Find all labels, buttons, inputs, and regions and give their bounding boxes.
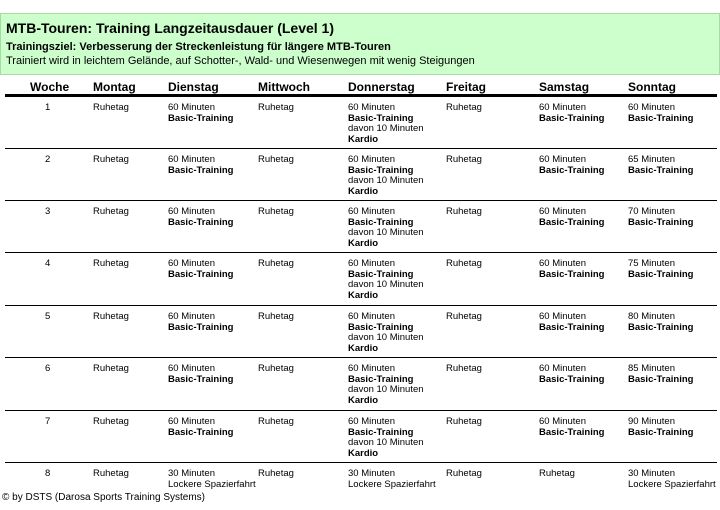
cell-line: Basic-Training bbox=[348, 373, 414, 385]
cell-mittwoch: Ruhetag bbox=[258, 363, 294, 374]
cell-sonntag bbox=[628, 417, 693, 438]
cell-sonntag bbox=[628, 364, 693, 385]
cell-line: davon 10 Minuten bbox=[348, 279, 424, 290]
cell-woche: 4 bbox=[45, 258, 51, 269]
col-header-samstag: Samstag bbox=[539, 80, 590, 94]
cell-line: 80 Minuten bbox=[628, 311, 676, 322]
cell-line: 60 Minuten bbox=[348, 102, 396, 113]
cell-line: Basic-Training bbox=[628, 268, 694, 280]
cell-samstag bbox=[539, 155, 604, 176]
cell-line: Basic-Training bbox=[539, 268, 605, 280]
cell-line: 60 Minuten bbox=[539, 154, 587, 165]
cell-line: 60 Minuten bbox=[168, 206, 216, 217]
cell-freitag: Ruhetag bbox=[446, 363, 482, 374]
cell-donnerstag bbox=[348, 155, 424, 197]
cell-mittwoch: Ruhetag bbox=[258, 468, 294, 479]
cell-freitag: Ruhetag bbox=[446, 311, 482, 322]
cell-samstag bbox=[539, 207, 604, 228]
cell-sonntag bbox=[628, 207, 693, 228]
cell-line: Basic-Training bbox=[348, 321, 414, 333]
table-row bbox=[5, 305, 717, 358]
cell-line: 90 Minuten bbox=[628, 416, 676, 427]
cell-line: Basic-Training bbox=[168, 268, 234, 280]
cell-line: 60 Minuten bbox=[539, 416, 587, 427]
cell-line: davon 10 Minuten bbox=[348, 123, 424, 134]
cell-donnerstag bbox=[348, 312, 424, 354]
cell-line: Basic-Training bbox=[539, 164, 605, 176]
cell-line: Kardio bbox=[348, 447, 379, 459]
cell-line: davon 10 Minuten bbox=[348, 437, 424, 448]
cell-freitag: Ruhetag bbox=[446, 206, 482, 217]
cell-dienstag bbox=[168, 312, 233, 333]
col-header-freitag: Freitag bbox=[446, 80, 487, 94]
cell-mittwoch: Ruhetag bbox=[258, 416, 294, 427]
table-row bbox=[5, 252, 717, 306]
cell-line: Basic-Training bbox=[628, 373, 694, 385]
cell-line: 60 Minuten bbox=[539, 206, 587, 217]
cell-line: Kardio bbox=[348, 133, 379, 145]
cell-woche: 6 bbox=[45, 363, 51, 374]
cell-woche: 1 bbox=[45, 102, 51, 113]
cell-line: 60 Minuten bbox=[628, 102, 676, 113]
cell-samstag bbox=[539, 417, 604, 438]
table-row bbox=[5, 410, 717, 463]
cell-line: Basic-Training bbox=[628, 216, 694, 228]
cell-donnerstag bbox=[348, 469, 436, 490]
cell-line: Basic-Training bbox=[539, 426, 605, 438]
cell-line: Basic-Training bbox=[539, 216, 605, 228]
cell-freitag: Ruhetag bbox=[446, 102, 482, 113]
cell-line: Basic-Training bbox=[168, 216, 234, 228]
copyright-footer: © by DSTS (Darosa Sports Training Systems) bbox=[2, 492, 205, 503]
cell-line: 60 Minuten bbox=[348, 258, 396, 269]
cell-line: Kardio bbox=[348, 342, 379, 354]
cell-line: Kardio bbox=[348, 237, 379, 249]
cell-sonntag bbox=[628, 312, 693, 333]
cell-woche: 7 bbox=[45, 416, 51, 427]
cell-line: Basic-Training bbox=[348, 216, 414, 228]
cell-line: Basic-Training bbox=[348, 164, 414, 176]
cell-dienstag bbox=[168, 207, 233, 228]
cell-woche: 3 bbox=[45, 206, 51, 217]
cell-dienstag bbox=[168, 417, 233, 438]
cell-dienstag bbox=[168, 364, 233, 385]
cell-line: Lockere Spazierfahrt bbox=[628, 478, 716, 490]
col-header-mittwoch: Mittwoch bbox=[258, 80, 310, 94]
cell-montag: Ruhetag bbox=[93, 258, 129, 269]
table-row bbox=[5, 96, 717, 149]
cell-line: 60 Minuten bbox=[168, 311, 216, 322]
cell-line: 60 Minuten bbox=[539, 102, 587, 113]
cell-sonntag bbox=[628, 469, 716, 490]
cell-line: Basic-Training bbox=[348, 112, 414, 124]
cell-samstag bbox=[539, 312, 604, 333]
cell-line: 60 Minuten bbox=[168, 102, 216, 113]
cell-line: 60 Minuten bbox=[348, 206, 396, 217]
cell-freitag: Ruhetag bbox=[446, 154, 482, 165]
cell-line: 60 Minuten bbox=[539, 363, 587, 374]
cell-dienstag bbox=[168, 259, 233, 280]
cell-freitag: Ruhetag bbox=[446, 468, 482, 479]
cell-line: Basic-Training bbox=[628, 321, 694, 333]
cell-line: Basic-Training bbox=[168, 426, 234, 438]
cell-line: Basic-Training bbox=[628, 426, 694, 438]
cell-line: 70 Minuten bbox=[628, 206, 676, 217]
cell-line: Kardio bbox=[348, 394, 379, 406]
cell-donnerstag bbox=[348, 207, 424, 249]
cell-line: 60 Minuten bbox=[539, 258, 587, 269]
cell-line: Basic-Training bbox=[348, 426, 414, 438]
cell-mittwoch: Ruhetag bbox=[258, 154, 294, 165]
cell-line: Basic-Training bbox=[628, 164, 694, 176]
cell-line: Basic-Training bbox=[348, 268, 414, 280]
col-header-woche: Woche bbox=[30, 80, 70, 94]
cell-line: Lockere Spazierfahrt bbox=[348, 478, 436, 490]
cell-dienstag bbox=[168, 469, 256, 490]
cell-montag: Ruhetag bbox=[93, 416, 129, 427]
col-header-dienstag: Dienstag bbox=[168, 80, 219, 94]
cell-line: Basic-Training bbox=[539, 373, 605, 385]
cell-samstag bbox=[539, 259, 604, 280]
cell-woche: 5 bbox=[45, 311, 51, 322]
cell-line: 65 Minuten bbox=[628, 154, 676, 165]
cell-line: 60 Minuten bbox=[348, 363, 396, 374]
cell-line: 30 Minuten bbox=[348, 468, 396, 479]
cell-line: Basic-Training bbox=[539, 112, 605, 124]
cell-line: 30 Minuten bbox=[168, 468, 216, 479]
cell-sonntag bbox=[628, 155, 693, 176]
col-header-donnerstag: Donnerstag bbox=[348, 80, 415, 94]
cell-montag: Ruhetag bbox=[93, 311, 129, 322]
cell-mittwoch: Ruhetag bbox=[258, 102, 294, 113]
table-row bbox=[5, 462, 717, 491]
col-header-sonntag: Sonntag bbox=[628, 80, 676, 94]
cell-montag: Ruhetag bbox=[93, 102, 129, 113]
cell-montag: Ruhetag bbox=[93, 363, 129, 374]
cell-line: 60 Minuten bbox=[168, 154, 216, 165]
page-title: MTB-Touren: Training Langzeitausdauer (Level 1) bbox=[6, 20, 334, 36]
cell-donnerstag bbox=[348, 417, 424, 459]
cell-montag: Ruhetag bbox=[93, 154, 129, 165]
cell-montag: Ruhetag bbox=[93, 468, 129, 479]
cell-mittwoch: Ruhetag bbox=[258, 311, 294, 322]
cell-line: Kardio bbox=[348, 289, 379, 301]
cell-line: 30 Minuten bbox=[628, 468, 676, 479]
cell-mittwoch: Ruhetag bbox=[258, 206, 294, 217]
cell-line: Kardio bbox=[348, 185, 379, 197]
cell-line: 75 Minuten bbox=[628, 258, 676, 269]
cell-freitag: Ruhetag bbox=[446, 416, 482, 427]
cell-dienstag bbox=[168, 155, 233, 176]
cell-line: Basic-Training bbox=[168, 112, 234, 124]
cell-mittwoch: Ruhetag bbox=[258, 258, 294, 269]
training-goal: Trainingsziel: Verbesserung der Streckenleistung für längere MTB-Touren bbox=[6, 41, 391, 53]
cell-line: Basic-Training bbox=[168, 164, 234, 176]
cell-line: 60 Minuten bbox=[348, 154, 396, 165]
cell-line: Basic-Training bbox=[539, 321, 605, 333]
cell-line: davon 10 Minuten bbox=[348, 332, 424, 343]
cell-line: davon 10 Minuten bbox=[348, 227, 424, 238]
cell-samstag bbox=[539, 103, 604, 124]
table-row bbox=[5, 200, 717, 253]
training-description: Trainiert wird in leichtem Gelände, auf Schotter-, Wald- und Wiesenwegen mit wenig Steigungen bbox=[6, 55, 475, 67]
cell-sonntag bbox=[628, 103, 693, 124]
cell-line: 60 Minuten bbox=[348, 311, 396, 322]
cell-dienstag bbox=[168, 103, 233, 124]
cell-line: 85 Minuten bbox=[628, 363, 676, 374]
cell-woche: 8 bbox=[45, 468, 51, 479]
table-row bbox=[5, 148, 717, 201]
cell-donnerstag bbox=[348, 103, 424, 145]
cell-line: davon 10 Minuten bbox=[348, 384, 424, 395]
cell-line: 60 Minuten bbox=[348, 416, 396, 427]
cell-line: 60 Minuten bbox=[168, 258, 216, 269]
cell-line: Basic-Training bbox=[628, 112, 694, 124]
cell-donnerstag bbox=[348, 259, 424, 301]
cell-line: Basic-Training bbox=[168, 321, 234, 333]
cell-woche: 2 bbox=[45, 154, 51, 165]
col-header-montag: Montag bbox=[93, 80, 136, 94]
cell-line: davon 10 Minuten bbox=[348, 175, 424, 186]
cell-montag: Ruhetag bbox=[93, 206, 129, 217]
cell-line: Basic-Training bbox=[168, 373, 234, 385]
table-row bbox=[5, 357, 717, 411]
cell-samstag: Ruhetag bbox=[539, 468, 575, 479]
cell-donnerstag bbox=[348, 364, 424, 406]
cell-samstag bbox=[539, 364, 604, 385]
plan-header bbox=[0, 13, 720, 75]
cell-sonntag bbox=[628, 259, 693, 280]
cell-line: 60 Minuten bbox=[168, 363, 216, 374]
cell-freitag: Ruhetag bbox=[446, 258, 482, 269]
cell-line: 60 Minuten bbox=[168, 416, 216, 427]
cell-line: 60 Minuten bbox=[539, 311, 587, 322]
cell-line: Lockere Spazierfahrt bbox=[168, 478, 256, 490]
